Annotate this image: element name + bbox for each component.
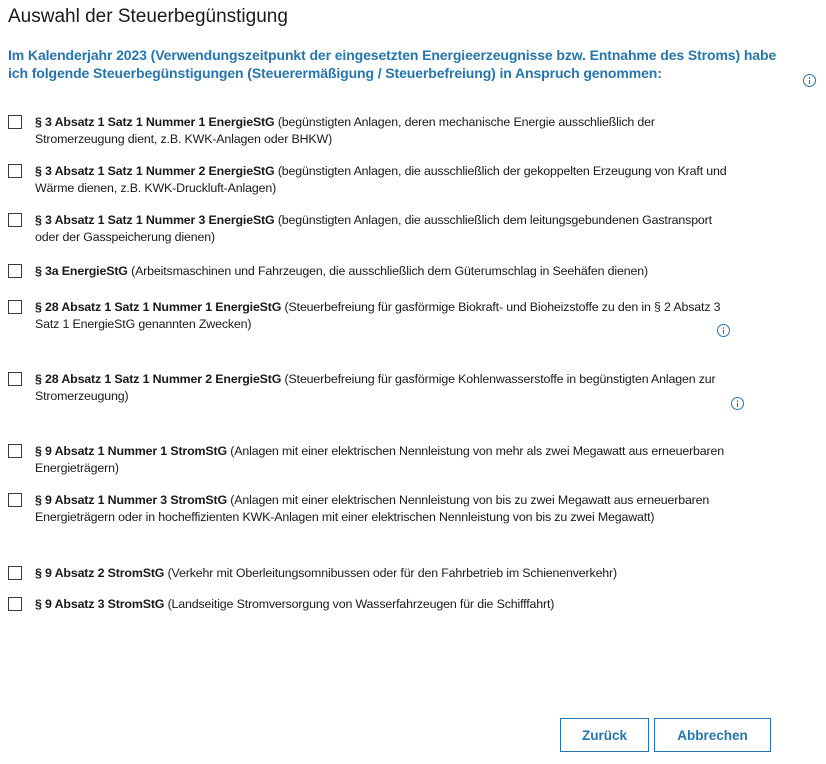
checkbox-energiestg-3-1-1-3[interactable] <box>8 213 22 227</box>
option-desc: (Landseitige Stromversorgung von Wasserfahrzeugen für die Schifffahrt) <box>164 597 555 611</box>
intro-text: Im Kalenderjahr 2023 (Verwendungszeitpunkt der eingesetzten Energieerzeugnisse bzw. Entnahme des Stroms) habe ich folgende Steuerbegünstigungen (Steuerermäßigung / Steuerbefreiung) in Anspruch genommen: <box>8 47 777 81</box>
option-law: § 3 Absatz 1 Satz 1 Nummer 1 EnergieStG <box>35 115 275 129</box>
checkbox-stromstg-9-2[interactable] <box>8 566 22 580</box>
option-label <box>35 163 735 197</box>
option-law: § 3a EnergieStG <box>35 264 128 278</box>
option-law: § 3 Absatz 1 Satz 1 Nummer 3 EnergieStG <box>35 213 275 227</box>
checkbox-energiestg-3-1-1-2[interactable] <box>8 164 22 178</box>
option-label <box>35 114 735 148</box>
option-label <box>35 212 735 246</box>
option-law: § 9 Absatz 1 Nummer 1 StromStG <box>35 444 227 458</box>
option-desc: (begünstigten Anlagen, die ausschließlich dem leitungsgebundenen Gastransport oder der Gasspeicherung dienen) <box>35 213 712 244</box>
option-law: § 9 Absatz 1 Nummer 3 StromStG <box>35 493 227 507</box>
option-label <box>35 492 735 526</box>
info-icon[interactable] <box>731 397 744 410</box>
checkbox-energiestg-3-1-1-1[interactable] <box>8 115 22 129</box>
option-label <box>35 596 735 613</box>
option-law: § 3 Absatz 1 Satz 1 Nummer 2 EnergieStG <box>35 164 275 178</box>
info-icon[interactable] <box>717 324 730 337</box>
cancel-button[interactable]: Abbrechen <box>654 718 771 752</box>
option-desc: (Steuerbefreiung für gasförmige Kohlenwasserstoffe in begünstigten Anlagen zur Stromerzeugung) <box>35 372 716 403</box>
back-button[interactable]: Zurück <box>560 718 649 752</box>
option-desc: (Anlagen mit einer elektrischen Nennleistung von bis zu zwei Megawatt aus erneuerbaren Energieträgern oder in hocheffizienten KWK-Anlagen mit einer elektrischen Nennleistung von bis zu zwei Megawatt) <box>35 493 710 524</box>
checkbox-energiestg-28-1-1-1[interactable] <box>8 300 22 314</box>
checkbox-stromstg-9-1-1[interactable] <box>8 444 22 458</box>
option-label <box>35 371 735 405</box>
option-desc: (begünstigten Anlagen, die ausschließlich der gekoppelten Erzeugung von Kraft und Wärme dienen, z.B. KWK-Druckluft-Anlagen) <box>35 164 727 195</box>
info-icon[interactable] <box>803 74 816 87</box>
option-law: § 9 Absatz 3 StromStG <box>35 597 165 611</box>
option-law: § 28 Absatz 1 Satz 1 Nummer 2 EnergieStG <box>35 372 282 386</box>
option-desc: (Arbeitsmaschinen und Fahrzeugen, die ausschließlich dem Güterumschlag in Seehäfen dienen) <box>127 264 648 278</box>
option-desc: (begünstigten Anlagen, deren mechanische Energie ausschließlich der Stromerzeugung dient, z.B. KWK-Anlagen oder BHKW) <box>35 115 655 146</box>
option-desc: (Anlagen mit einer elektrischen Nennleistung von mehr als zwei Megawatt aus erneuerbaren Energieträgern) <box>35 444 724 475</box>
option-label <box>35 443 735 477</box>
checkbox-energiestg-3a[interactable] <box>8 264 22 278</box>
option-desc: (Verkehr mit Oberleitungsomnibussen oder für den Fahrbetrieb im Schienenverkehr) <box>164 566 618 580</box>
option-label <box>35 299 735 333</box>
option-law: § 28 Absatz 1 Satz 1 Nummer 1 EnergieStG <box>35 300 282 314</box>
option-label <box>35 565 735 582</box>
checkbox-energiestg-28-1-1-2[interactable] <box>8 372 22 386</box>
dialog-title: Auswahl der Steuerbegünstigung <box>8 6 288 27</box>
option-law: § 9 Absatz 2 StromStG <box>35 566 165 580</box>
checkbox-stromstg-9-1-3[interactable] <box>8 493 22 507</box>
checkbox-stromstg-9-3[interactable] <box>8 597 22 611</box>
option-label <box>35 263 735 280</box>
option-desc: (Steuerbefreiung für gasförmige Biokraft- und Bioheizstoffe zu den in § 2 Absatz 3 Satz 1 EnergieStG genannten Zwecken) <box>35 300 721 331</box>
